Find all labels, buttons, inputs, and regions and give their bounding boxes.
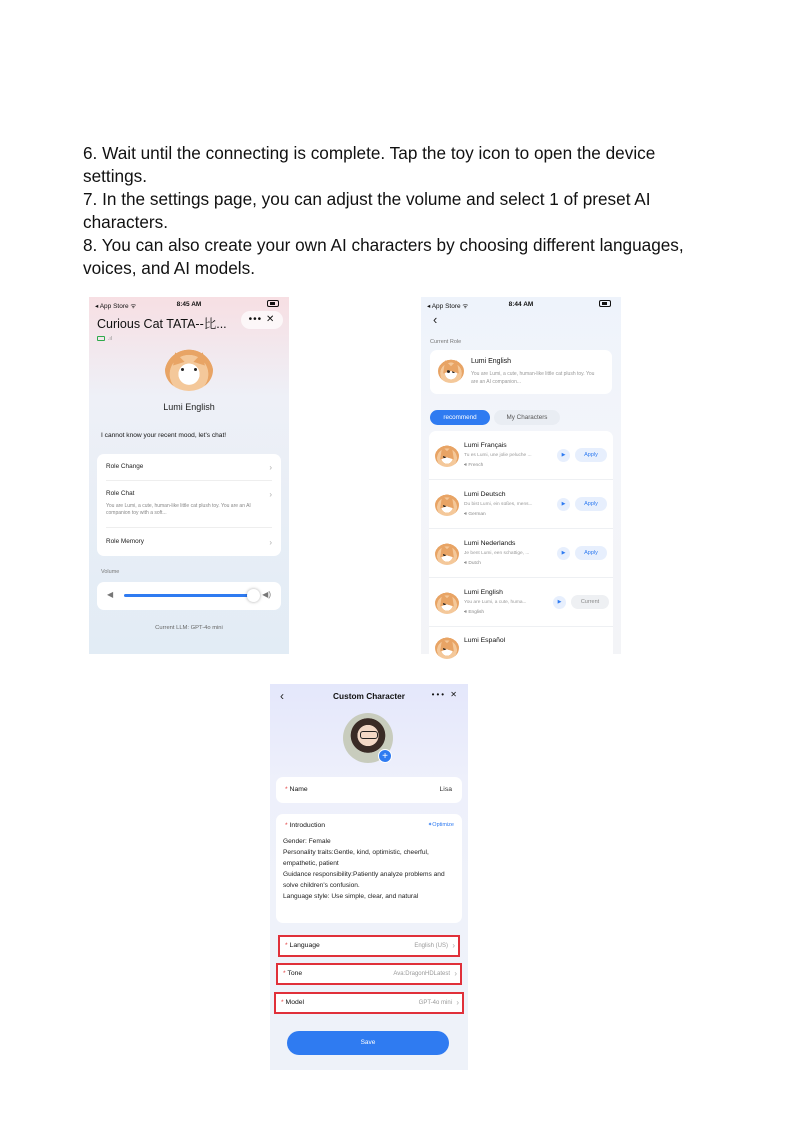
current-role-desc: You are Lumi, a cute, human-like little cat plush toy. You are an AI companion... — [471, 371, 595, 385]
instructions — [83, 142, 723, 280]
voice-icon: 🔊︎ — [464, 561, 469, 566]
status-time: 8:45 AM — [176, 301, 202, 308]
voice-icon: 🔊︎ — [464, 512, 469, 517]
list-item[interactable] — [429, 578, 613, 627]
character-avatar-icon — [435, 494, 459, 516]
role-memory-item[interactable] — [106, 538, 272, 545]
apply-button[interactable]: Apply — [575, 546, 607, 560]
character-desc: Tu es Lumi, une jolie peluche ... — [464, 453, 532, 458]
model-select[interactable] — [274, 992, 464, 1014]
instruction-step-8: 8. You can also create your own AI characters by choosing different languages, voices, and AI models. — [83, 235, 684, 278]
language-value: English (US) — [414, 943, 448, 949]
chevron-right-icon: › — [456, 998, 459, 1007]
role-chat-item[interactable] — [106, 490, 272, 517]
character-avatar-icon — [438, 359, 464, 383]
name-value[interactable]: Lisa — [439, 786, 452, 793]
toy-avatar-icon[interactable] — [165, 349, 213, 391]
mood-text: I cannot know your recent mood, let's chat! — [101, 432, 227, 439]
list-item[interactable] — [429, 431, 613, 480]
save-button[interactable]: Save — [287, 1031, 449, 1055]
more-icon[interactable]: ••• — [431, 690, 447, 699]
character-avatar-icon — [435, 592, 459, 614]
current-role-card — [430, 350, 612, 394]
menu-item-label: Role Memory — [106, 538, 144, 545]
close-icon[interactable]: ✕ — [450, 690, 459, 699]
model-label: * Model — [281, 999, 305, 1006]
model-value: GPT-4o mini — [418, 1000, 452, 1006]
status-time: 8:44 AM — [508, 301, 534, 308]
language-select[interactable] — [278, 935, 460, 957]
character-select-screenshot — [421, 297, 621, 654]
volume-slider[interactable] — [97, 582, 281, 610]
current-role-name: Lumi English — [471, 358, 512, 365]
character-desc: Du bist Lumi, ein süßes, mens... — [464, 502, 533, 507]
character-language: 🔊︎ German — [464, 512, 486, 517]
optimize-button[interactable]: ✦Optimize — [427, 822, 454, 828]
apply-button[interactable]: Apply — [575, 497, 607, 511]
back-icon[interactable]: ‹ — [433, 312, 438, 327]
status-bar — [89, 297, 289, 311]
tone-select[interactable] — [276, 963, 462, 985]
voice-icon: 🔊︎ — [464, 610, 469, 615]
list-item[interactable] — [429, 480, 613, 529]
character-name: Lumi English — [464, 589, 503, 596]
play-icon[interactable]: ▶ — [557, 498, 570, 511]
language-label: * Language — [285, 942, 320, 949]
introduction-label: * Introduction — [285, 822, 326, 829]
volume-label: Volume — [101, 569, 120, 575]
close-icon[interactable]: ✕ — [265, 314, 276, 325]
capsule-menu[interactable] — [241, 311, 283, 329]
status-carrier: ◂ App Store ᯤ — [427, 303, 469, 310]
character-desc: You are Lumi, a cute, huma... — [464, 600, 527, 605]
battery-icon — [599, 300, 611, 307]
apply-button[interactable]: Apply — [575, 448, 607, 462]
character-name: Lumi Deutsch — [464, 491, 506, 498]
play-icon[interactable]: ▶ — [553, 596, 566, 609]
tone-label: * Tone — [283, 970, 303, 977]
play-icon[interactable]: ▶ — [557, 547, 570, 560]
character-language: 🔊︎ Dutch — [464, 561, 481, 566]
speaker-low-icon: ◀ — [107, 590, 114, 599]
battery-icon — [267, 300, 279, 307]
introduction-field[interactable] — [276, 814, 462, 923]
chevron-right-icon: › — [269, 538, 272, 547]
back-icon[interactable]: ‹ — [280, 689, 284, 703]
voice-icon: 🔊︎ — [464, 463, 469, 468]
introduction-text[interactable]: Gender: Female Personality traits:Gentle, kind, optimistic, cheerful, empathetic, patient Guidance responsibility:Patiently analyze problems and solve children's confusion. Language style: Use simple, clear, and natural — [283, 838, 445, 900]
chevron-right-icon: › — [452, 941, 455, 950]
device-battery-icon — [97, 336, 105, 341]
add-avatar-icon[interactable]: + — [378, 749, 392, 763]
status-bar — [421, 297, 621, 311]
character-name: Lumi Español — [464, 637, 506, 644]
volume-track[interactable] — [124, 594, 253, 597]
role-menu — [97, 454, 281, 556]
tab-my-characters[interactable]: My Characters — [494, 410, 560, 425]
device-settings-screenshot — [89, 297, 289, 654]
role-change-item[interactable] — [106, 463, 272, 470]
character-language: 🔊︎ French — [464, 463, 484, 468]
play-icon[interactable]: ▶ — [557, 449, 570, 462]
character-desc: Je bent Lumi, een schattige, ... — [464, 551, 530, 556]
status-carrier: ◂ App Store ᯤ — [95, 303, 137, 310]
volume-knob[interactable] — [247, 589, 260, 602]
role-chat-description: You are Lumi, a cute, human-like little cat plush toy. You are an AI companion toy with a soft... — [106, 503, 251, 516]
current-role-label: Current Role — [430, 339, 462, 345]
chevron-right-icon: › — [454, 969, 457, 978]
character-avatar-icon — [435, 543, 459, 565]
character-language: 🔊︎ English — [464, 610, 485, 615]
custom-character-screenshot — [270, 684, 468, 1070]
current-badge: Current — [571, 595, 609, 609]
list-item[interactable] — [429, 627, 613, 676]
character-name: Lumi Français — [464, 442, 507, 449]
page-title: Custom Character — [333, 691, 405, 701]
list-item[interactable] — [429, 529, 613, 578]
menu-item-label: Role Chat — [106, 490, 135, 497]
capsule-menu[interactable] — [432, 690, 459, 699]
name-field[interactable] — [276, 777, 462, 803]
menu-item-label: Role Change — [106, 463, 144, 470]
speaker-high-icon: ◀) — [262, 590, 271, 599]
character-name: Lumi English — [163, 402, 215, 412]
chevron-right-icon: › — [269, 463, 272, 472]
device-title: Curious Cat TATA--比... — [97, 317, 227, 331]
character-avatar-icon — [435, 445, 459, 467]
signal-icon: .ıl — [108, 336, 112, 342]
name-label: * Name — [285, 786, 308, 793]
more-icon[interactable]: ••• — [248, 314, 263, 325]
instruction-step-6: 6. Wait until the connecting is complete. Tap the toy icon to open the device settings. — [83, 143, 656, 186]
current-llm: Current LLM: GPT-4o mini — [155, 625, 223, 631]
character-list — [429, 431, 613, 661]
character-name: Lumi Nederlands — [464, 540, 516, 547]
chevron-right-icon: › — [269, 490, 272, 499]
character-avatar-icon — [435, 637, 459, 659]
instruction-step-7: 7. In the settings page, you can adjust the volume and select 1 of preset AI characters. — [83, 189, 651, 232]
tab-recommend[interactable]: recommend — [430, 410, 490, 425]
tone-value: Ava:DragonHDLatest — [393, 971, 450, 977]
